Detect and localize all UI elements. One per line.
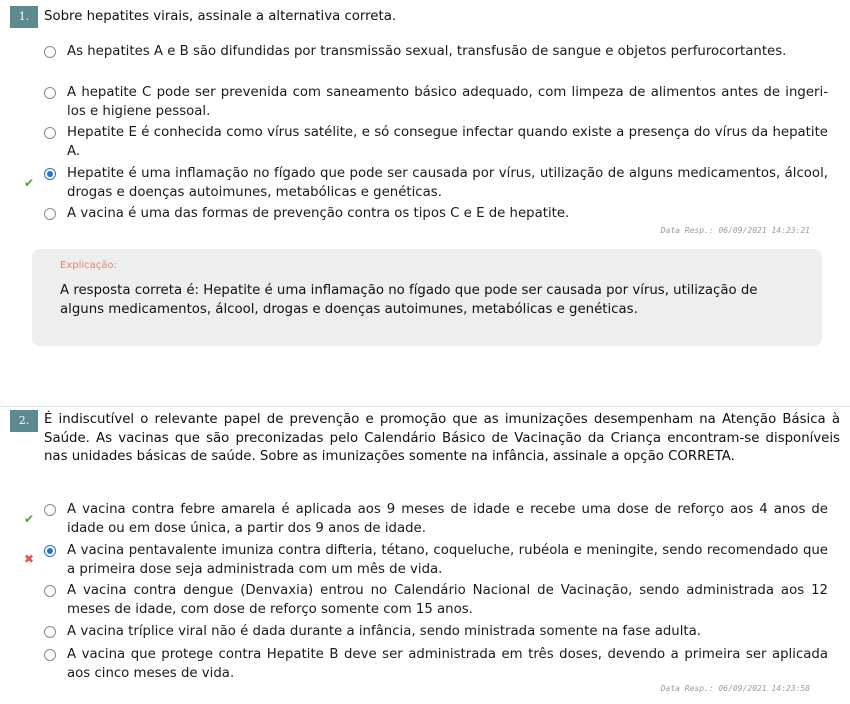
check-mark-icon: ✔ [23,176,35,190]
x-mark-icon: ✖ [23,552,35,566]
radio-button[interactable] [44,46,56,58]
radio-button[interactable] [44,208,56,220]
option-text: A vacina tríplice viral não é dada durante a infância, sendo ministrada somente na fase adulta. [67,624,701,639]
radio-button[interactable] [44,504,56,516]
option-text: A vacina é uma das formas de prevenção contra os tipos C e E de hepatite. [67,206,570,221]
option-c[interactable] [44,582,828,619]
option-a[interactable] [44,43,828,62]
radio-button[interactable] [44,626,56,638]
option-text: A hepatite C pode ser prevenida com saneamento básico adequado, com limpeza de alimentos antes de ingeri-los e higiene pessoal. [67,85,828,119]
option-e[interactable] [44,205,828,224]
question-divider [0,406,850,407]
question-text: É indiscutível o relevante papel de prevenção e promoção que as imunizações desempenham na Atenção Básica à Saúde. As vacinas que são preconizadas pelo Calendário Básico de Vacinação da Criança encontram-se disponíveis nas unidades básicas de saúde. Sobre as imunizações somente na infância, assinale a opção CORRETA. [44,412,840,464]
option-e[interactable] [44,646,828,683]
question-text: Sobre hepatites virais, assinale a alternativa correta. [44,9,397,24]
radio-button[interactable] [44,585,56,597]
explanation-label: Explicação: [60,260,117,271]
option-text: A vacina contra dengue (Denvaxia) entrou no Calendário Nacional de Vacinação, sendo administrada aos 12 meses de idade, com dose de reforço somente com 15 anos. [67,583,828,617]
radio-button-selected[interactable] [44,168,56,180]
radio-button[interactable] [44,87,56,99]
option-text: A vacina contra febre amarela é aplicada aos 9 meses de idade e recebe uma dose de reforço aos 4 anos de idade ou em dose única, a partir dos 9 anos de idade. [67,502,828,536]
option-text: A vacina que protege contra Hepatite B deve ser administrada em três doses, devendo a primeira ser aplicada aos cinco meses de vida. [67,647,828,681]
answer-date: Data Resp.: 06/09/2021 14:23:58 [660,684,810,693]
question-number-badge: 2. [10,410,38,432]
option-d[interactable] [44,623,828,642]
option-text: Hepatite E é conhecida como vírus satélite, e só consegue infectar quando existe a presença do vírus da hepatite A. [67,125,828,159]
option-text: As hepatites A e B são difundidas por transmissão sexual, transfusão de sangue e objetos perfurocortantes. [67,44,787,59]
option-d[interactable] [23,165,828,202]
answer-date: Data Resp.: 06/09/2021 14:23:21 [660,226,810,235]
radio-button[interactable] [44,127,56,139]
radio-button-selected[interactable] [44,545,56,557]
check-mark-icon: ✔ [23,512,35,526]
option-text: Hepatite é uma inflamação no fígado que pode ser causada por vírus, utilização de alguns medicamentos, álcool, drogas e doenças autoimunes, metabólicas e genéticas. [67,166,828,200]
question-number-badge: 1. [10,6,38,28]
option-text: A vacina pentavalente imuniza contra difteria, tétano, coqueluche, rubéola e meningite, sendo recomendado que a primeira dose seja administrada com um mês de vida. [67,543,828,577]
explanation-text: A resposta correta é: Hepatite é uma inflamação no fígado que pode ser causada por vírus, utilização de alguns medicamentos, álcool, drogas e doenças autoimunes, metabólicas e genéticas. [60,283,758,317]
option-c[interactable] [44,124,828,161]
explanation-box [32,249,822,346]
option-b[interactable] [44,84,828,121]
option-a[interactable] [23,501,828,538]
option-b[interactable] [23,542,828,579]
radio-button[interactable] [44,649,56,661]
